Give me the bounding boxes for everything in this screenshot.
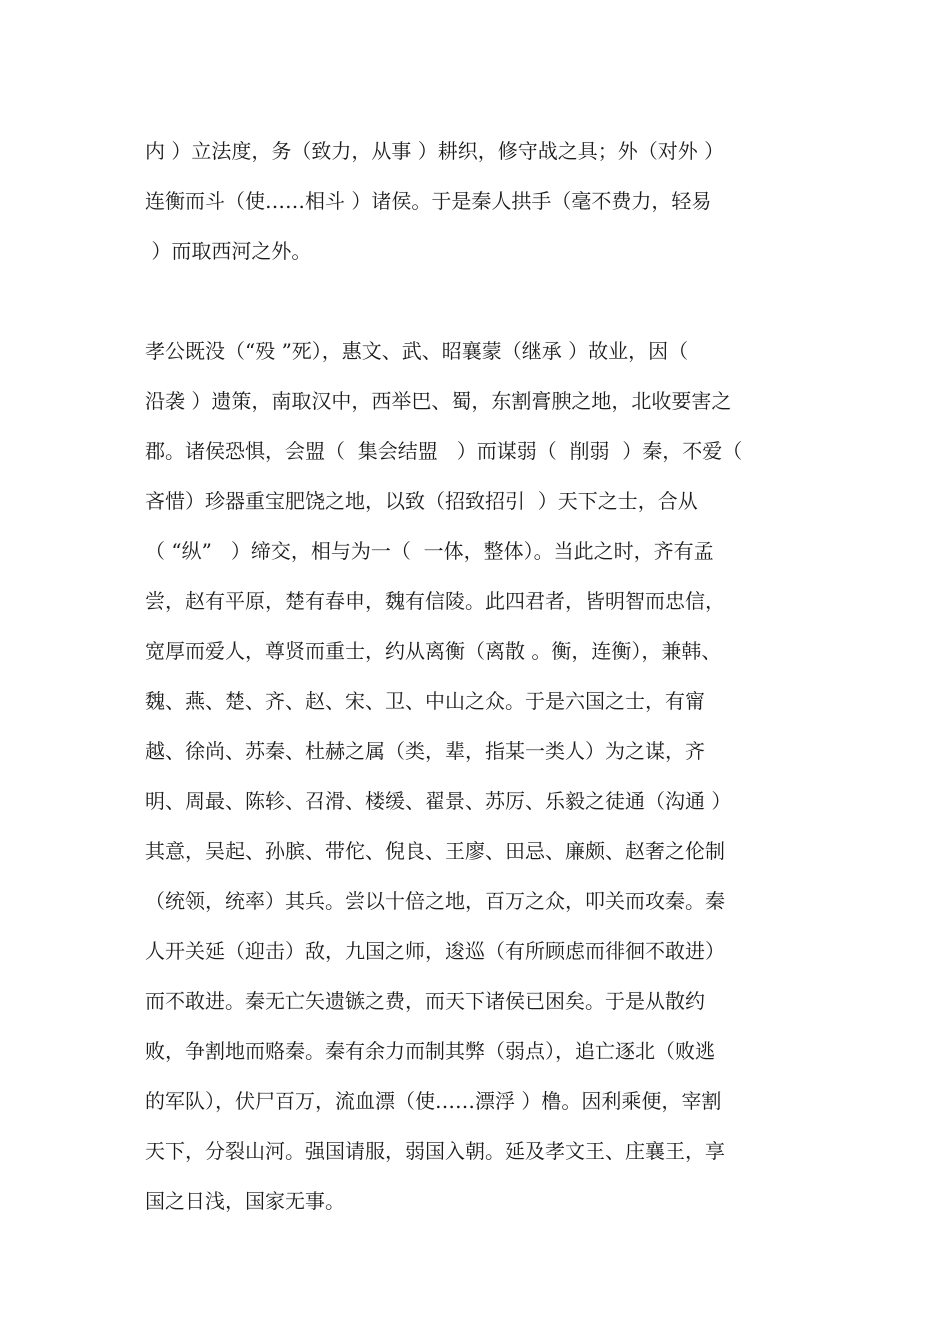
text-line: 其意，吴起、孙膑、带佗、倪良、王廖、田忌、廉颇、赵奢之伦制: [145, 839, 725, 863]
text-line: 明、周最、陈轸、召滑、楼缓、翟景、苏厉、乐毅之徒通（沟通 ）: [145, 789, 732, 813]
text-line: 内 ）立法度，务（致力，从事 ）耕织，修守战之具；外（对外 ）: [145, 139, 725, 163]
text-line: 沿袭 ）遗策，南取汉中，西举巴、蜀，东割膏腴之地，北收要害之: [145, 389, 732, 413]
text-line: 郡。诸侯恐惧，会盟（ 集会结盟 ）而谋弱（ 削弱 ）秦，不爱（: [145, 439, 743, 463]
text-line: 尝，赵有平原，楚有春申，魏有信陵。此四君者，皆明智而忠信，: [145, 589, 725, 613]
text-line: 吝惜）珍器重宝肥饶之地，以致（招致招引 ）天下之士，合从: [145, 489, 698, 513]
text-line: 孝公既没（“殁 ”死），惠文、武、昭襄蒙（继承 ）故业，因（: [145, 339, 689, 363]
text-line: 宽厚而爱人，尊贤而重士，约从离衡（离散 。衡，连衡），兼韩、: [145, 639, 722, 663]
text-line: 天下，分裂山河。强国请服，弱国入朝。延及孝文王、庄襄王，享: [145, 1139, 725, 1163]
paragraph-2: [145, 336, 815, 1236]
text-line: 人开关延（迎击）敌，九国之师，逡巡（有所顾虑而徘徊不敢进）: [145, 939, 725, 963]
text-line: 而不敢进。秦无亡矢遗镞之费，而天下诸侯已困矣。于是从散约: [145, 989, 705, 1013]
text-line: 越、徐尚、苏秦、杜赫之属（类，辈，指某一类人）为之谋，齐: [145, 739, 705, 763]
paragraph-1: [145, 136, 815, 286]
text-line: 败，争割地而赂秦。秦有余力而制其弊（弱点），追亡逐北（败逃: [145, 1039, 715, 1063]
text-line: （统领，统率）其兵。尝以十倍之地，百万之众，叩关而攻秦。秦: [145, 889, 725, 913]
text-line: 连衡而斗（使……相斗 ）诸侯。于是秦人拱手（毫不费力，轻易: [145, 189, 712, 213]
text-line: 国之日浅，国家无事。: [145, 1189, 345, 1213]
text-line: 魏、燕、楚、齐、赵、宋、卫、中山之众。于是六国之士，有甯: [145, 689, 705, 713]
text-line: （ “纵” ）缔交，相与为一（ 一体，整体）。当此之时，齐有孟: [145, 539, 714, 563]
text-line: ）而取西河之外。: [145, 239, 312, 263]
text-line: 的军队），伏尸百万，流血漂（使……漂浮 ）橹。因利乘便，宰割: [145, 1089, 722, 1113]
